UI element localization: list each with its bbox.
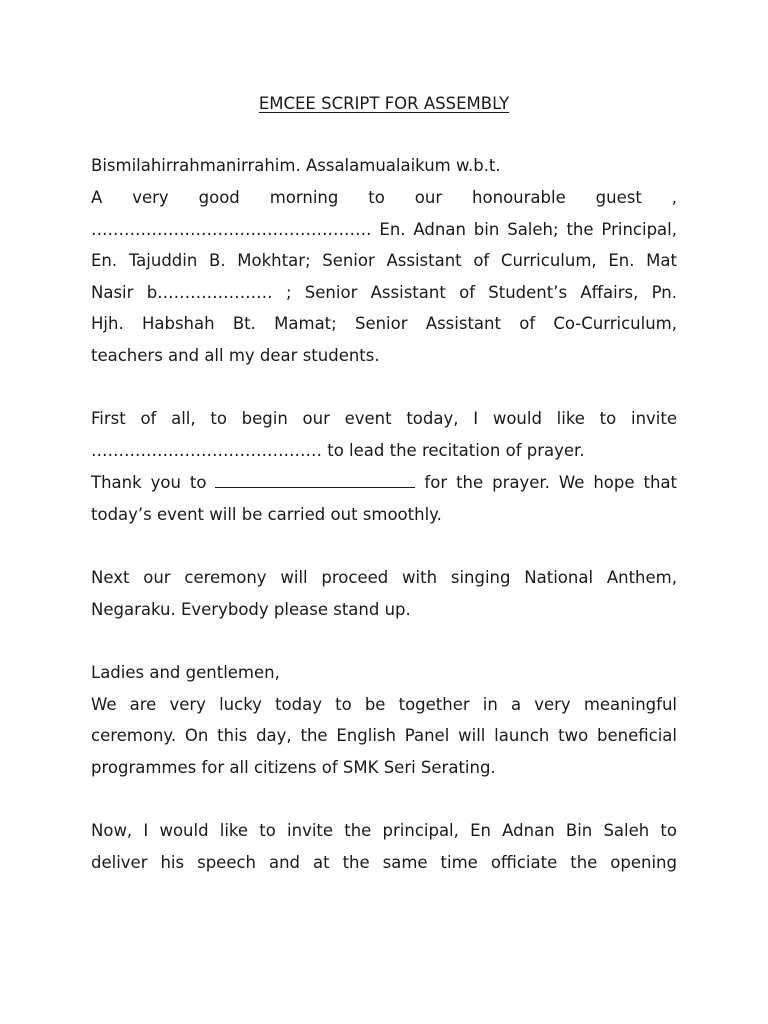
greeting-line: Bismilahirrahmanirrahim. Assalamualaikum w.b.t. xyxy=(91,156,501,175)
welcome-line-1: A very good morning to our honourable guest , xyxy=(91,188,677,207)
prayer-invite-paragraph xyxy=(91,403,677,466)
thank-you-suffix: for the prayer. We hope that xyxy=(424,473,677,492)
launch-line-3: ceremony. On this day, the English Panel will launch two beneficial xyxy=(91,726,677,745)
principal-line-1: Now, I would like to invite the principal, En Adnan Bin Saleh to xyxy=(91,821,677,840)
anthem-line-2: Negaraku. Everybody please stand up. xyxy=(91,599,411,619)
anthem-paragraph xyxy=(91,562,677,625)
welcome-line-3: En. Tajuddin B. Mokhtar; Senior Assistant of Curriculum, En. Mat xyxy=(91,251,677,270)
launch-line-4: programmes for all citizens of SMK Seri Serating. xyxy=(91,757,496,777)
prayer-invite-line-2: …………………………………… to lead the recitation of prayer. xyxy=(91,440,585,460)
greeting-paragraph xyxy=(91,150,677,182)
welcome-line-4: Nasir b………………… ; Senior Assistant of Student’s Affairs, Pn. xyxy=(91,282,677,302)
anthem-line-1: Next our ceremony will proceed with singing National Anthem, xyxy=(91,568,677,587)
thank-you-prefix: Thank you to xyxy=(91,473,207,492)
welcome-line-5: Hjh. Habshah Bt. Mamat; Senior Assistant of Co-Curriculum, xyxy=(91,314,677,333)
thank-you-paragraph xyxy=(91,467,677,530)
principal-line-2: deliver his speech and at the same time officiate the opening xyxy=(91,852,677,872)
welcome-line-6: teachers and all my dear students. xyxy=(91,345,380,365)
principal-paragraph xyxy=(91,815,677,878)
launch-line-1: Ladies and gentlemen, xyxy=(91,663,280,682)
prayer-invite-line-1: First of all, to begin our event today, I would like to invite xyxy=(91,409,677,428)
welcome-line-2: …………………………………………… En. Adnan bin Saleh; the Principal, xyxy=(91,219,677,239)
name-blank-line xyxy=(215,471,415,488)
thank-you-line-1 xyxy=(91,467,677,499)
launch-paragraph xyxy=(91,657,677,783)
welcome-paragraph xyxy=(91,182,677,371)
thank-you-line-2: today’s event will be carried out smoothly. xyxy=(91,504,442,524)
launch-line-2: We are very lucky today to be together in a very meaningful xyxy=(91,694,677,714)
document-title: EMCEE SCRIPT FOR ASSEMBLY xyxy=(258,94,510,113)
